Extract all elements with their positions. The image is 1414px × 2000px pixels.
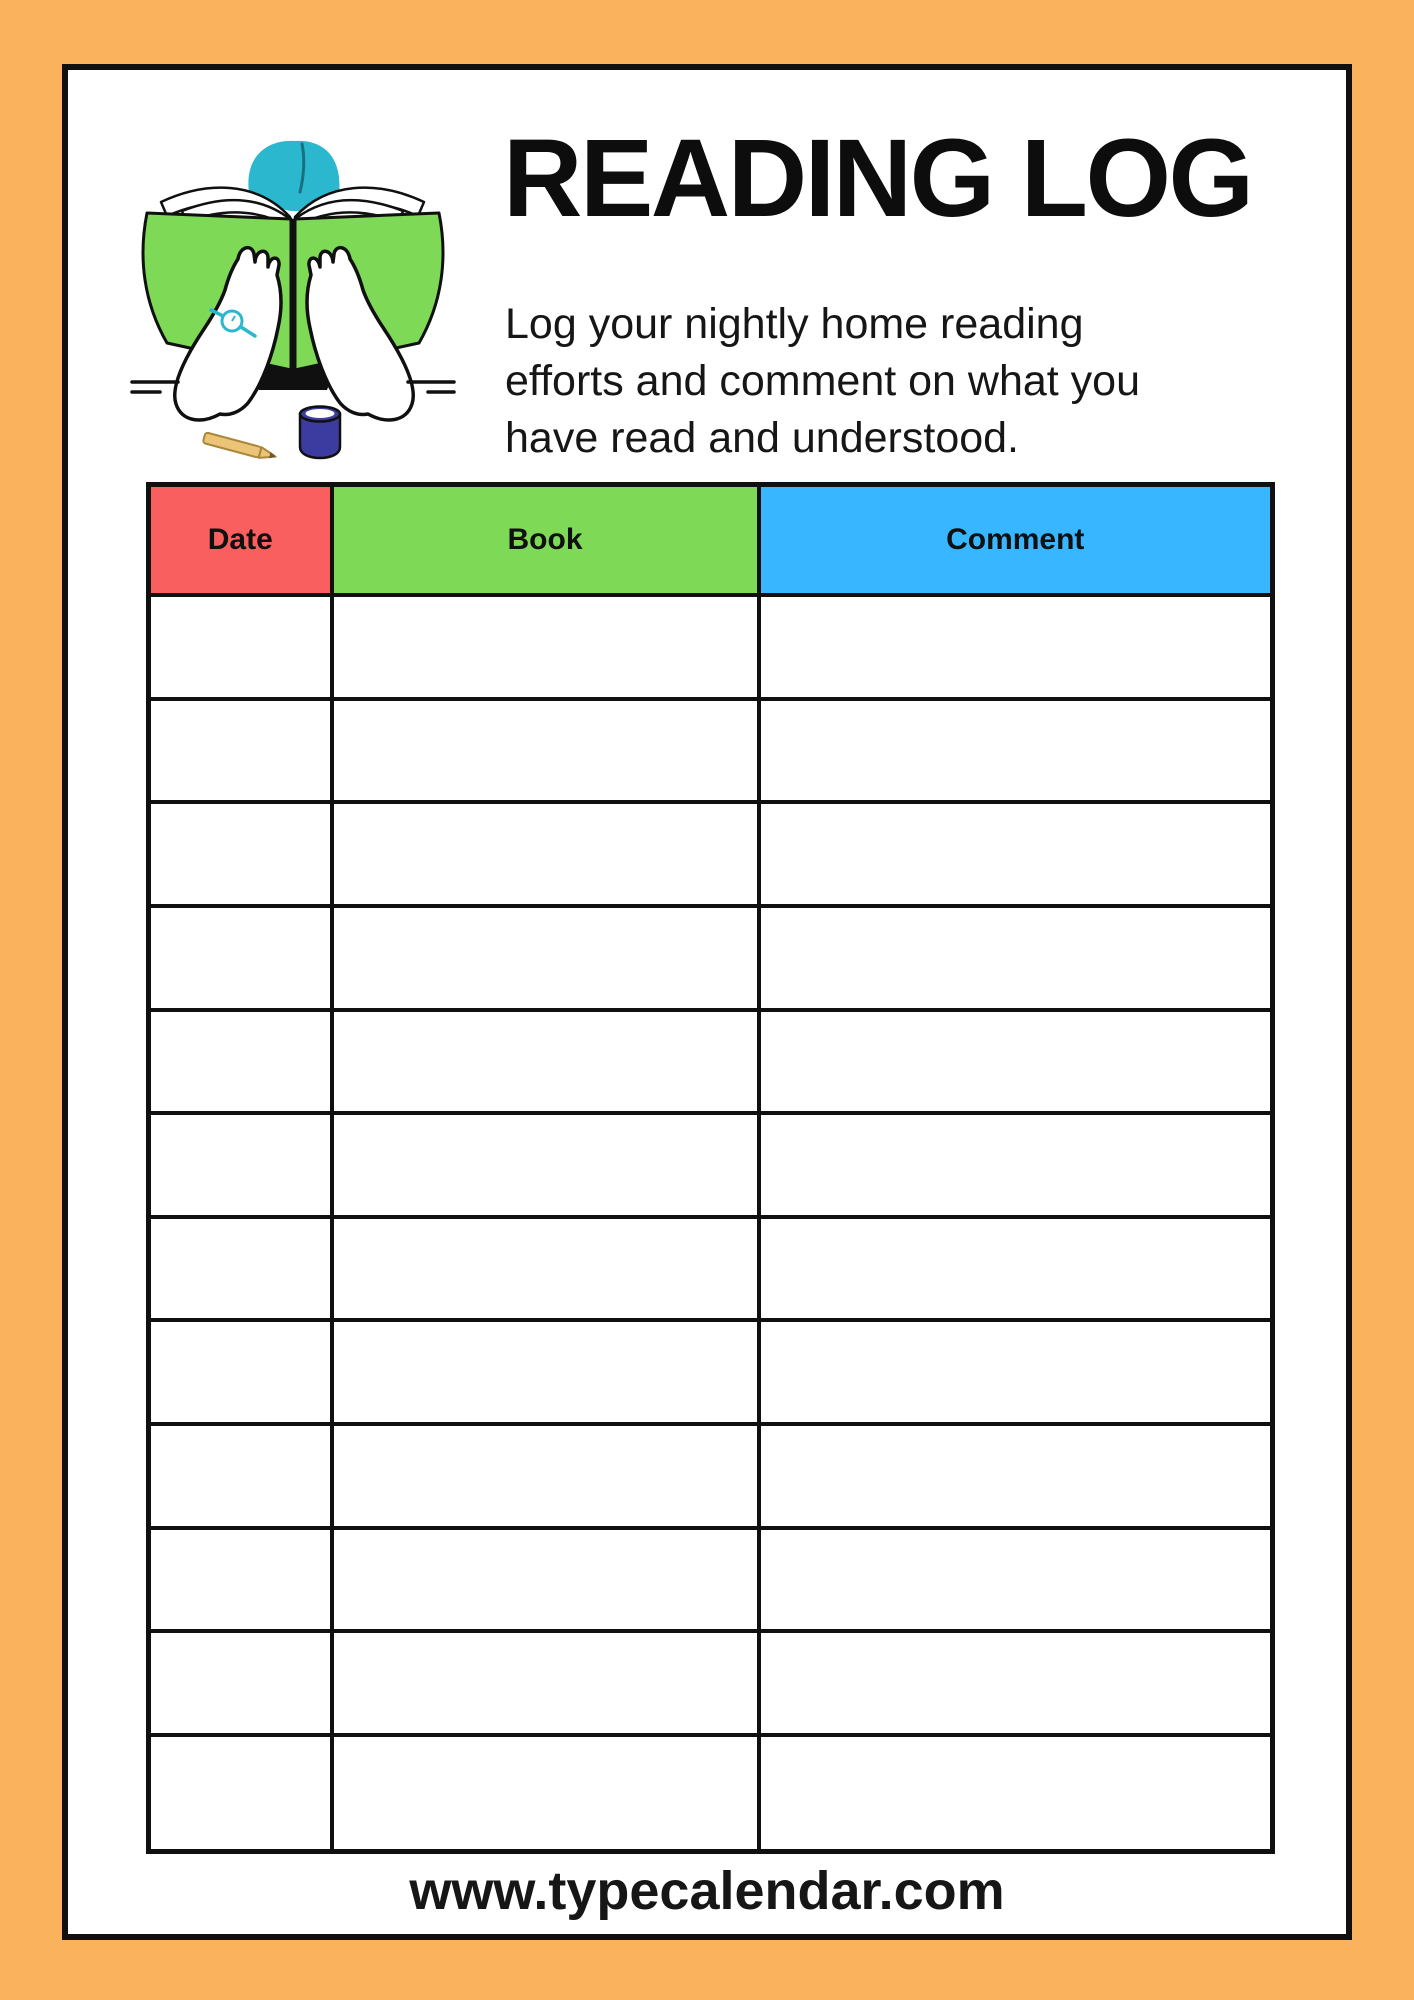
table-row [149, 1217, 1273, 1321]
table-cell [149, 1113, 332, 1217]
table-cell [332, 1735, 759, 1852]
table-row [149, 1320, 1273, 1424]
table-cell [332, 802, 759, 906]
table-cell [149, 1424, 332, 1528]
subtitle-line: have read and understood. [505, 414, 1020, 462]
column-header-date: Date [149, 485, 332, 596]
table-cell [759, 1528, 1273, 1632]
table-cell [149, 1320, 332, 1424]
table-cell [332, 1528, 759, 1632]
table-cell [149, 1735, 332, 1852]
table-cell [759, 906, 1273, 1010]
website-url: www.typecalendar.com [409, 1861, 1005, 1921]
open-book [143, 213, 443, 370]
table-cell [759, 1217, 1273, 1321]
table-cell [149, 1010, 332, 1114]
page-content [68, 70, 1346, 1934]
cup [300, 407, 340, 459]
table-cell [759, 595, 1273, 699]
table-row [149, 802, 1273, 906]
table-row [149, 1424, 1273, 1528]
table-cell [332, 1217, 759, 1321]
table-cell [759, 802, 1273, 906]
table-row [149, 1631, 1273, 1735]
table-cell [332, 906, 759, 1010]
table-cell [149, 1528, 332, 1632]
table-cell [759, 1010, 1273, 1114]
table-row [149, 595, 1273, 699]
table-header-row [149, 485, 1273, 596]
table-cell [149, 595, 332, 699]
reading-log-table [146, 482, 1275, 1854]
pencil [203, 432, 277, 462]
table-row [149, 1735, 1273, 1852]
table-row [149, 1528, 1273, 1632]
table-cell [759, 699, 1273, 803]
table-cell [149, 699, 332, 803]
table-cell [759, 1631, 1273, 1735]
page [62, 64, 1352, 1940]
table-cell [332, 1113, 759, 1217]
table-cell [759, 1320, 1273, 1424]
page-title: READING LOG [503, 117, 1252, 240]
subtitle-line: Log your nightly home reading [505, 300, 1084, 348]
table-cell [332, 699, 759, 803]
reading-person-illustration [108, 98, 480, 480]
table-cell [149, 1217, 332, 1321]
table-cell [332, 595, 759, 699]
table-cell [759, 1424, 1273, 1528]
table-cell [332, 1010, 759, 1114]
subtitle-line: efforts and comment on what you [505, 357, 1141, 405]
table-cell [149, 802, 332, 906]
column-header-comment: Comment [759, 485, 1273, 596]
table-cell [759, 1113, 1273, 1217]
table-row [149, 1113, 1273, 1217]
table-body [149, 595, 1273, 1852]
table-cell [332, 1631, 759, 1735]
table-row [149, 1010, 1273, 1114]
table-cell [332, 1320, 759, 1424]
table-cell [759, 1735, 1273, 1852]
table-cell [149, 906, 332, 1010]
table-cell [332, 1424, 759, 1528]
page-subtitle [505, 296, 1140, 467]
table-row [149, 699, 1273, 803]
table-cell [149, 1631, 332, 1735]
table-row [149, 906, 1273, 1010]
column-header-book: Book [332, 485, 759, 596]
